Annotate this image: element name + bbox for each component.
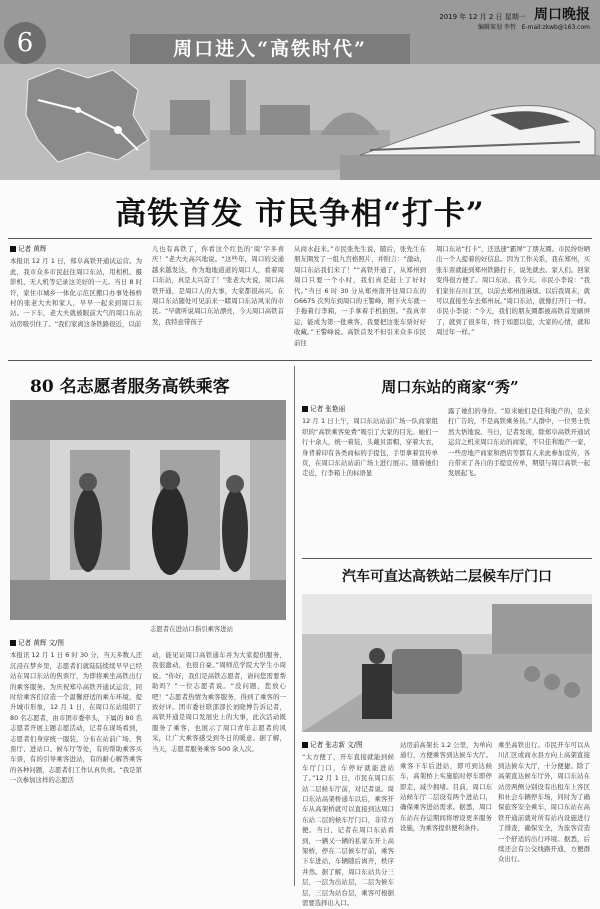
top-story-column-3: 从商水赶来。”市民张先生说，随后，张先生在朋友圈发了一组九宫格照片，并附言：“激动，周口东站我们来了！”“高铁开通了，从郑州到周口只要一个小时，我们真是赶上了好时代。”当日 6 时 30 分从郑州南开往周口东的 G6675 次列车到周口的王警峰，刚下火车就一手拖着行李箱，一手拿着手机拍照。“我真幸运，能成为第一批乘客，我要把这张车票好好收藏。”王警峰说。高铁首发不但引来众多市民前往 <box>294 245 426 347</box>
volunteer-photo-caption: 志愿者在进站口指引乘客进站 <box>150 625 234 633</box>
car-story-column-1: 记者 张志新 文/图 “太方便了，开车直接就能到候车厅门口，车停好就能进站了。”12 月 1 日，市民在周口东站二层候车厅前，对记者说。周口东站高架桥通车以后，乘客开车从高架桥就可以直接到达周口东站二层的候车厅门口，非常方便。当日，记者在周口东站看到，一辆又一辆的私家车开上高架桥，停在二层候车厅前，乘客下车进站，车辆随后离开，秩序井然。据了解，周口东站共分三层，一层为出站层，二层为候车层，三层为站台层，乘客可根据需要选择出入口。 <box>302 741 394 908</box>
page-header <box>0 0 600 180</box>
byline: 记者 张艳丽 <box>302 404 438 414</box>
editor-email-line <box>478 22 590 31</box>
byline-square-icon <box>302 742 308 748</box>
car-story-column-3: 乘坐高铁出行。市民开车可以从川汇区或商水县方向上高架直接到达候车大厅，十分便捷。除了高架直达候车厅外，周口东站在站房两侧分别设有出租车上客区和社会车辆停车场，同时为了确保旅客安全乘车，周口东站在高铁开通前就对所有站内设施进行了排查，确保安全，为旅客营造一个舒适的出行环境。据悉，后续还会有公交线路开通，方便群众出行。 <box>498 741 590 864</box>
top-story-column-2: 儿也有高铁了，你看这个红色的‘周’字多喜庆！”老大夫高兴地说。“这些年，周口的交通越来越发达，作为地地道道的周口人，看着周口东站，真是太兴奋了！”张老大夫说，周口高铁开通，是周口人的大事，大家都很高兴。在周口东站随处可见前来一睹周口东站风采的市民。“早就听说周口东站漂亮，今天周口高铁首发，我特意带孩子 <box>152 245 284 326</box>
map-graphic <box>18 60 158 170</box>
top-story-column-4: 周口东站“打卡”，还迅速“霸屏”了朋友圈。市民纷纷晒出一个人提着的好信息。因为工作关系，我在郑州，买张车票就能到郑州铁路打卡，说先就去。家人们。回家变得很方便了。周口东站，我今天。市民小李说：“我们家住在川汇区，以前去郑州很麻烦。以后我周末，就可以直接坐车去郑州玩。”周口东站，就像打开门一样。市民小李说：“今天，我们的朋友圈都被高铁首发刷屏了，就到了很多年，终于如愿以偿，大家的心情，就和周过年一样。” <box>436 245 590 337</box>
byline-square-icon <box>10 640 16 646</box>
section-banner-title: 周口进入“高铁时代” <box>130 34 410 64</box>
volunteer-story-column-1: 记者 黄辉 文/图 本报讯 12 月 1 日 6 时 30 分，当天多数人还沉浸在梦乡里，志愿者们就陆陆续续早早已经站在周口东站的售票厅，为即将乘坐高铁出行的乘客服务。为庆祝郑阜高铁开通试运营，同时给乘客们营造一个温馨舒适的乘车环境，提升城市形象，12 月 1 日，在周口东站组织了 80 名志愿者，由市团市委牵头，下属的 80 名志愿者开展主题志愿活动，记者在现场看到，志愿者们身穿统一服装，分布在站前广场、售票厅、进站口、候车厅等处，有的帮助乘客买车票，有的引导乘客进站，有的耐心解答乘客的各种问题，志愿者们工作认真负责。“我是第一次参加这样的志愿活 <box>10 639 142 785</box>
merchant-story-column-1: 记者 张艳丽 12 月 1 日上午，周口东站站前广场一队商家组织的“高铁乘客免费”吸引了大家的目光。她们一行十余人，统一着装，头戴贝雷帽，穿着大衣，身背着印有各类商标的手提包，手里拿着宣传单页，在周口东站站前广场上进行展示。随着她们走近，行李箱上的标语显 <box>302 405 438 478</box>
email-address: E-mail:zkwb@163.com <box>521 24 590 31</box>
main-headline: 高铁首发 市民争相“打卡” <box>115 196 485 232</box>
top-story-column-1: 记者 黄辉 本报讯 12 月 1 日，郑阜高铁开通试运营。为此，我市众多市民赶往周口东站，用相机、摄影机、无人机等记录这美好的一天。当日 8 时许，家住市城乡一体化示范区搬口办事处杨桥村的张老大夫和家人，早早一起来到周口东站。一下车，老大夫就被眼前大气的周口东站站房吸引住了。“我们家离这条铁路很近，以前 <box>10 245 142 328</box>
byline: 记者 张志新 文/图 <box>302 740 394 750</box>
divider <box>8 238 592 239</box>
volunteer-story-title: 80 名志愿者服务高铁乘客 <box>30 377 230 397</box>
byline-square-icon <box>302 406 308 412</box>
merchant-story-title: 周口东站的商家“秀” <box>381 378 519 396</box>
page-number: 6 <box>4 22 46 64</box>
editor-line: 编辑策划 李哲 <box>477 24 516 31</box>
car-story-column-2: 站房前高架长 1.2 公里，为单向通行，方便乘客到达候车大厅。乘客下车后进站，即可到达候车，高架桥上实施临时停车即停即走，减少拥堵。目前，周口东站候车厅二层设有两个进站口，确保乘客进站需求。据悉，周口东站在春运期间将增设更多服务设施，为乘客提供便利条件。 <box>400 741 492 833</box>
byline: 记者 黄辉 <box>10 244 142 254</box>
merchant-story-column-2: 露了她们的身份。“原来她们是佳利地产的，是来打广告的，不是高铁乘务员。”人群中，一位男士恍然大悟地说。当日，记者发现，除郑阜高铁开通试运营之机来周口东站的商家，不只佳利地产一家，一些房地产商家和酒店等都有人来此参加宣传，各自带来了各自的手提宣传单，期望与周口高铁一起发展起飞。 <box>448 407 590 478</box>
car-story-title: 汽车可直达高铁站二层候车厅门口 <box>342 569 552 585</box>
high-speed-train-graphic <box>340 60 600 180</box>
date-brand-line <box>439 4 590 24</box>
car-drop-off-photo <box>302 594 592 732</box>
volunteer-story-column-2: 动，能见证周口高铁通车并为大家提供服务，我很激动，也很自豪。”周师范学院大学生小周说。“你好，我们是高铁志愿者，请问您需要帮助吗？”一位志愿者说。“没问题，您放心吧！”志愿者热情为乘客服务，得到了乘客的一致好评。团市委社联部部长刘晓博告诉记者，高铁开通是周口发展史上的大事，此次活动既服务了乘客，也展示了周口青年志愿者的风采，让广大乘客感受到冬日的暖意。据了解，当天，志愿者服务乘客 500 余人次。 <box>152 651 286 753</box>
newspaper-brand: 周口晚报 <box>534 7 590 23</box>
divider <box>8 360 592 361</box>
byline-square-icon <box>10 246 16 252</box>
date-line: 2019 年 12 月 2 日 星期一 <box>439 13 526 21</box>
volunteer-photo <box>10 400 286 620</box>
byline: 记者 黄辉 文/图 <box>10 638 142 648</box>
column-divider <box>294 366 295 886</box>
divider <box>302 558 592 559</box>
